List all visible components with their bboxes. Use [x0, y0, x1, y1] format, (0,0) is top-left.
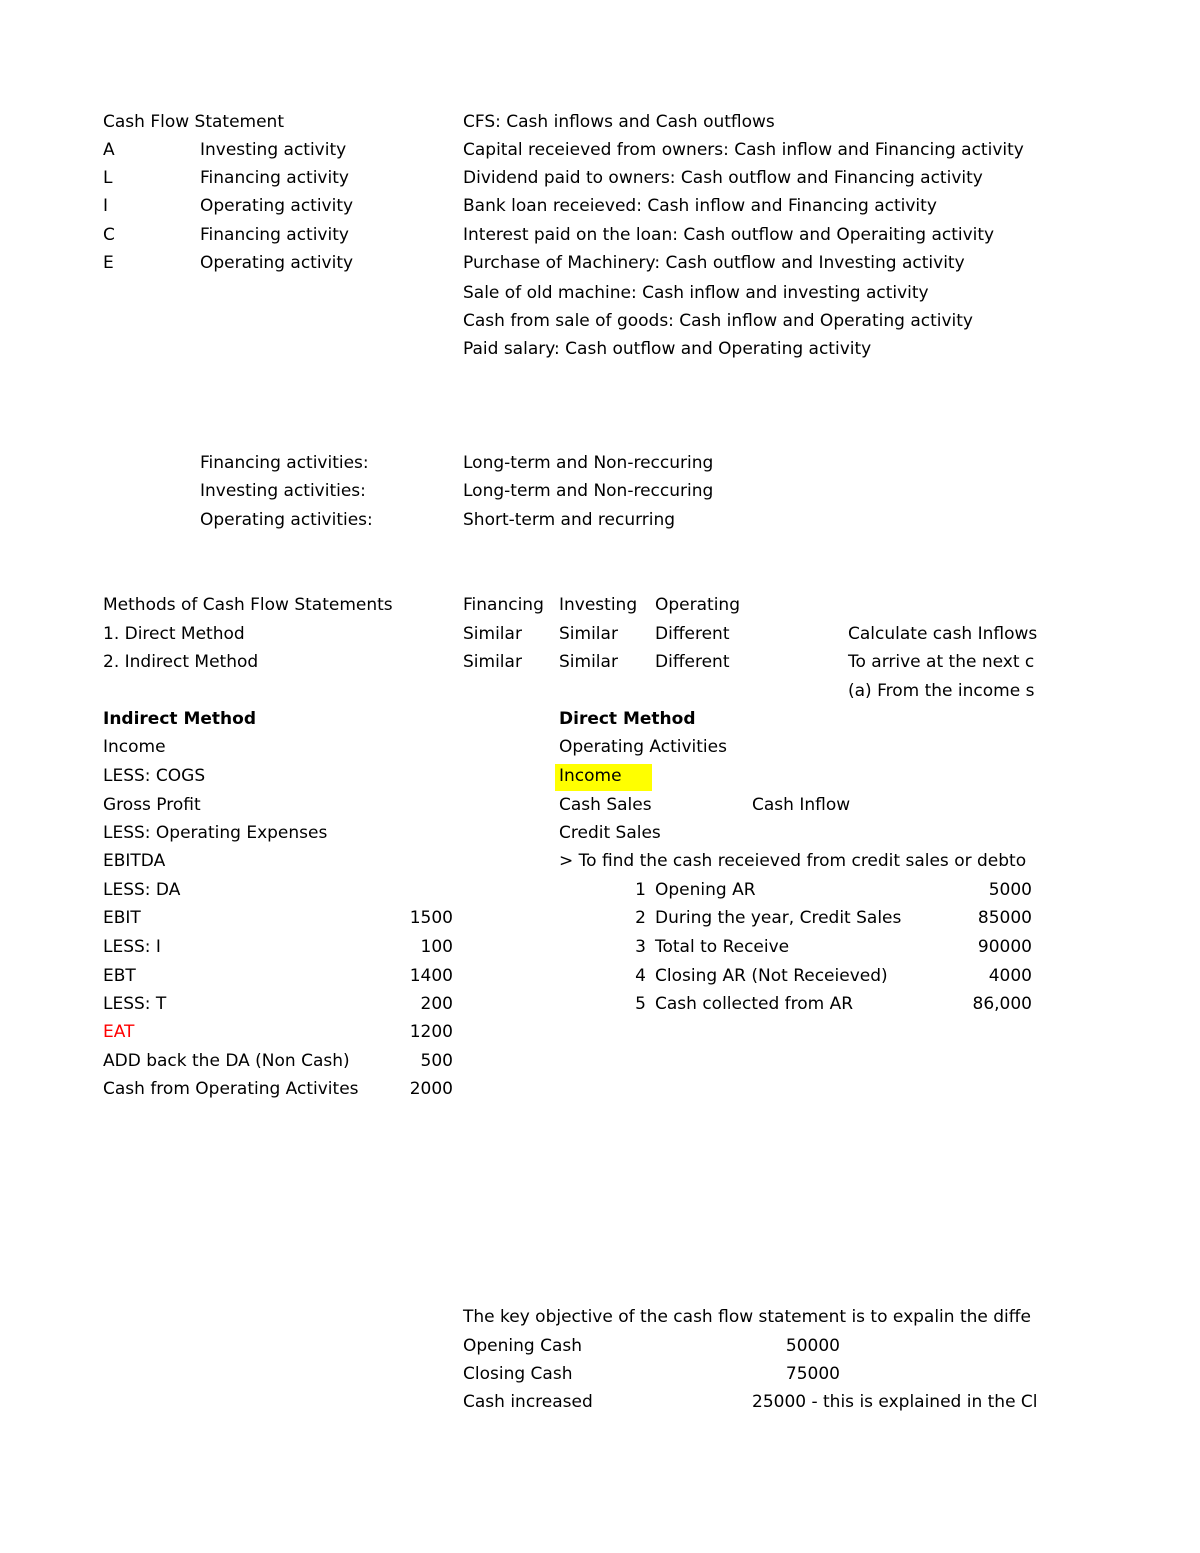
method-name: 2. Indirect Method — [103, 652, 259, 672]
indirect-label: ADD back the DA (Non Cash) — [103, 1051, 350, 1071]
step-num: 3 — [635, 937, 646, 957]
indirect-value: 100 — [420, 937, 453, 957]
direct-credit-sales: Credit Sales — [559, 823, 661, 843]
step-label: Cash collected from AR — [655, 994, 854, 1014]
example-item: Interest paid on the loan: Cash outflow and Operaiting activity — [463, 225, 995, 245]
closing-cash-label: Closing Cash — [463, 1364, 573, 1384]
step-value: 86,000 — [972, 994, 1032, 1014]
step-label: Opening AR — [655, 880, 756, 900]
cfs-title: Cash Flow Statement — [103, 112, 284, 132]
method-note: To arrive at the next c — [848, 652, 1035, 672]
nature-name: Investing activities: — [200, 481, 366, 501]
step-value: 5000 — [988, 880, 1032, 900]
alice-activity: Financing activity — [200, 225, 349, 245]
method-name: 1. Direct Method — [103, 624, 245, 644]
direct-title: Direct Method — [559, 709, 696, 729]
example-item: Paid salary: Cash outflow and Operating activity — [463, 339, 872, 359]
direct-income-label: Income — [559, 766, 622, 786]
indirect-label: Income — [103, 737, 166, 757]
step-value: 85000 — [977, 908, 1032, 928]
step-num: 4 — [635, 966, 646, 986]
method-extra-note: (a) From the income s — [848, 681, 1035, 701]
indirect-label: LESS: I — [103, 937, 161, 957]
method-note: Calculate cash Inflows — [848, 624, 1038, 644]
indirect-value: 200 — [420, 994, 453, 1014]
alice-activity: Investing activity — [200, 140, 347, 160]
step-label: Closing AR (Not Receieved) — [655, 966, 888, 986]
example-item: Dividend paid to owners: Cash outflow and Financing activity — [463, 168, 983, 188]
alice-activity: Operating activity — [200, 196, 354, 216]
method-cell: Similar — [463, 624, 522, 644]
nature-name: Financing activities: — [200, 453, 369, 473]
indirect-label: LESS: DA — [103, 880, 181, 900]
method-cell: Different — [655, 652, 730, 672]
step-label: During the year, Credit Sales — [655, 908, 902, 928]
method-cell: Similar — [559, 652, 618, 672]
methods-col-header: Investing — [559, 595, 638, 615]
opening-cash-value: 50000 — [785, 1336, 840, 1356]
indirect-value: 1500 — [409, 908, 453, 928]
direct-cash-inflow: Cash Inflow — [752, 795, 851, 815]
methods-col-header: Financing — [463, 595, 544, 615]
alice-letter: I — [103, 196, 109, 216]
example-item: Cash from sale of goods: Cash inflow and Operating activity — [463, 311, 973, 331]
methods-title: Methods of Cash Flow Statements — [103, 595, 393, 615]
indirect-label: Cash from Operating Activites — [103, 1079, 359, 1099]
indirect-label: Gross Profit — [103, 795, 201, 815]
nature-value: Long-term and Non-reccuring — [463, 453, 714, 473]
example-item: Purchase of Machinery: Cash outflow and Investing activity — [463, 253, 965, 273]
cash-increased-value: 25000 - this is explained in the Cl — [752, 1392, 1038, 1412]
indirect-label: EBT — [103, 966, 136, 986]
closing-cash-value: 75000 — [785, 1364, 840, 1384]
nature-value: Long-term and Non-reccuring — [463, 481, 714, 501]
indirect-title: Indirect Method — [103, 709, 256, 729]
step-value: 90000 — [977, 937, 1032, 957]
method-cell: Similar — [559, 624, 618, 644]
indirect-value: 1400 — [409, 966, 453, 986]
opening-cash-label: Opening Cash — [463, 1336, 583, 1356]
alice-activity: Operating activity — [200, 253, 354, 273]
example-item: Sale of old machine: Cash inflow and investing activity — [463, 283, 929, 303]
indirect-value: 1200 — [409, 1022, 453, 1042]
example-item: Capital receieved from owners: Cash inflow and Financing activity — [463, 140, 1024, 160]
alice-letter: C — [103, 225, 115, 245]
step-value: 4000 — [988, 966, 1032, 986]
step-label: Total to Receive — [655, 937, 790, 957]
methods-col-header: Operating — [655, 595, 740, 615]
indirect-label-eat: EAT — [103, 1022, 135, 1042]
objective-text: The key objective of the cash flow statement is to expalin the diffe — [463, 1307, 1031, 1327]
example-item: Bank loan receieved: Cash inflow and Financing activity — [463, 196, 937, 216]
cash-increased-label: Cash increased — [463, 1392, 593, 1412]
cfs-subtitle: CFS: Cash inflows and Cash outflows — [463, 112, 775, 132]
direct-subtitle: Operating Activities — [559, 737, 727, 757]
step-num: 1 — [635, 880, 646, 900]
indirect-label: EBIT — [103, 908, 141, 928]
nature-value: Short-term and recurring — [463, 510, 676, 530]
step-num: 5 — [635, 994, 646, 1014]
step-num: 2 — [635, 908, 646, 928]
alice-letter: L — [103, 168, 113, 188]
indirect-label: LESS: COGS — [103, 766, 206, 786]
alice-letter: A — [103, 140, 115, 160]
indirect-label: LESS: Operating Expenses — [103, 823, 328, 843]
alice-letter: E — [103, 253, 114, 273]
alice-activity: Financing activity — [200, 168, 349, 188]
nature-name: Operating activities: — [200, 510, 373, 530]
direct-note: > To find the cash receieved from credit sales or debto — [559, 851, 1027, 871]
method-cell: Similar — [463, 652, 522, 672]
indirect-value: 2000 — [409, 1079, 453, 1099]
indirect-value: 500 — [420, 1051, 453, 1071]
indirect-label: EBITDA — [103, 851, 166, 871]
method-cell: Different — [655, 624, 730, 644]
indirect-label: LESS: T — [103, 994, 167, 1014]
direct-cash-sales: Cash Sales — [559, 795, 652, 815]
